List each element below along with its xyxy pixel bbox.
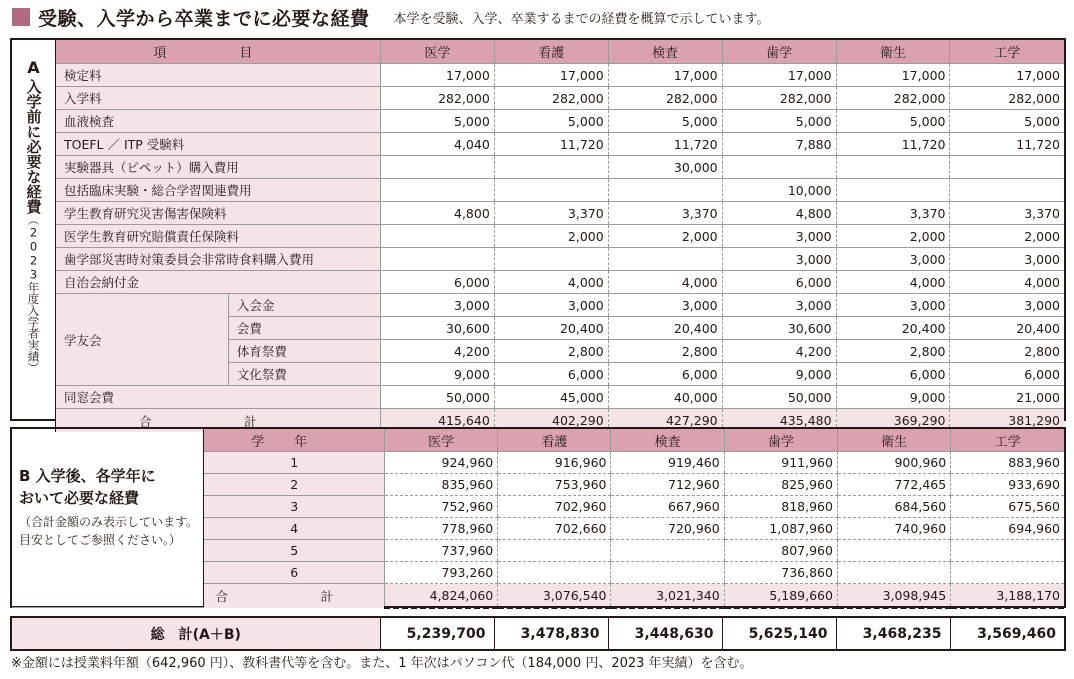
table-row: [12, 386, 1064, 409]
value-cell: 3,000: [494, 294, 608, 317]
table-row: [12, 64, 1064, 87]
row-label: 同窓会費: [55, 386, 380, 409]
grand-total-table: [12, 618, 1064, 649]
value-cell: 20,400: [836, 317, 950, 340]
row-label: 入学料: [55, 87, 380, 110]
year-label: 6: [204, 562, 385, 584]
value-cell: 2,000: [950, 225, 1064, 248]
subrow-label: 文化祭費: [228, 363, 380, 386]
value-cell: 3,000: [380, 294, 494, 317]
grand-total-value: 3,448,630: [608, 618, 722, 649]
grand-total-row: [10, 616, 1066, 651]
value-cell: 1,087,960: [724, 518, 837, 540]
grand-total-value: 3,478,830: [494, 618, 608, 649]
value-cell: 916,960: [498, 452, 611, 474]
value-cell: [380, 179, 494, 202]
grand-total-value: 3,569,460: [950, 618, 1064, 649]
value-cell: 282,000: [722, 87, 836, 110]
value-cell: 5,000: [722, 110, 836, 133]
year-label: 2: [204, 474, 385, 496]
value-cell: [950, 179, 1064, 202]
value-cell: 45,000: [494, 386, 608, 409]
column-header: 衛生: [837, 429, 950, 452]
section-b-title-line1: B 入学後、各学年に: [19, 467, 156, 485]
value-cell: 30,600: [722, 317, 836, 340]
table-row: [12, 294, 1064, 317]
value-cell: 17,000: [494, 64, 608, 87]
post-admission-costs-table: [12, 429, 1064, 609]
value-cell: 740,960: [837, 518, 950, 540]
value-cell: 17,000: [836, 64, 950, 87]
value-cell: 282,000: [608, 87, 722, 110]
year-label: 1: [204, 452, 385, 474]
table-header-row: [12, 40, 1064, 64]
value-cell: [611, 540, 724, 562]
value-cell: [494, 156, 608, 179]
section-b-note: （合計金額のみ表示しています。目安としてご参照ください。）: [19, 515, 199, 547]
section-a-letter: A: [27, 58, 40, 77]
value-cell: 5,189,660: [724, 584, 837, 608]
value-cell: 3,188,170: [951, 584, 1064, 608]
value-cell: 4,800: [722, 202, 836, 225]
value-cell: 20,400: [608, 317, 722, 340]
subrow-label: 体育祭費: [228, 340, 380, 363]
value-cell: 2,000: [836, 225, 950, 248]
table-row: [12, 87, 1064, 110]
group-label: 学友会: [55, 294, 228, 386]
value-cell: [836, 179, 950, 202]
section-b-title-line2: おいて必要な経費: [19, 489, 140, 507]
value-cell: 5,000: [380, 110, 494, 133]
value-cell: 11,720: [836, 133, 950, 156]
value-cell: 2,800: [950, 340, 1064, 363]
value-cell: [836, 156, 950, 179]
grand-total-value: 5,239,700: [380, 618, 494, 649]
value-cell: 675,560: [951, 496, 1064, 518]
section-a-table: [10, 38, 1066, 429]
value-cell: 30,000: [608, 156, 722, 179]
value-cell: 778,960: [385, 518, 498, 540]
value-cell: 5,000: [494, 110, 608, 133]
square-bullet-icon: [12, 8, 30, 26]
column-header: 工学: [950, 40, 1064, 64]
value-cell: 2,000: [494, 225, 608, 248]
value-cell: 919,460: [611, 452, 724, 474]
grand-total-value: 3,468,235: [836, 618, 950, 649]
column-header: 検査: [608, 40, 722, 64]
value-cell: 3,000: [722, 294, 836, 317]
value-cell: 282,000: [836, 87, 950, 110]
value-cell: 11,720: [494, 133, 608, 156]
value-cell: 835,960: [385, 474, 498, 496]
row-label: 包括臨床実験・総合学習関連費用: [55, 179, 380, 202]
value-cell: 369,290: [836, 409, 950, 433]
value-cell: 4,200: [722, 340, 836, 363]
table-row: [12, 133, 1064, 156]
pre-admission-costs-table: [12, 40, 1064, 432]
subrow-label: 会費: [228, 317, 380, 340]
value-cell: 3,000: [950, 294, 1064, 317]
table-row: [12, 179, 1064, 202]
column-header: 歯学: [724, 429, 837, 452]
table-row: [12, 248, 1064, 271]
value-cell: 4,000: [836, 271, 950, 294]
column-header: 歯学: [722, 40, 836, 64]
section-a-vertical-label: [12, 40, 55, 432]
section-b-description: [12, 429, 204, 608]
value-cell: 282,000: [380, 87, 494, 110]
value-cell: [498, 562, 611, 584]
value-cell: 753,960: [498, 474, 611, 496]
value-cell: 737,960: [385, 540, 498, 562]
value-cell: 6,000: [722, 271, 836, 294]
value-cell: 752,960: [385, 496, 498, 518]
value-cell: 3,370: [494, 202, 608, 225]
value-cell: 427,290: [608, 409, 722, 433]
value-cell: 4,824,060: [385, 584, 498, 608]
row-label: 学生教育研究災害傷害保険料: [55, 202, 380, 225]
header: [12, 2, 769, 32]
section-a-title-note: （2023年度入学者実績）: [26, 214, 41, 374]
value-cell: 9,000: [722, 363, 836, 386]
year-label: 5: [204, 540, 385, 562]
value-cell: [951, 562, 1064, 584]
row-label: 医学生教育研究賠償責任保険料: [55, 225, 380, 248]
value-cell: 694,960: [951, 518, 1064, 540]
value-cell: 3,000: [722, 225, 836, 248]
item-column-header: 項 目: [55, 40, 380, 64]
column-header: 医学: [380, 40, 494, 64]
column-header: 衛生: [836, 40, 950, 64]
year-column-header: 学年: [204, 429, 385, 452]
value-cell: 2,800: [494, 340, 608, 363]
value-cell: 9,000: [836, 386, 950, 409]
value-cell: 282,000: [494, 87, 608, 110]
row-label: 検定料: [55, 64, 380, 87]
page-title: 受験、入学から卒業までに必要な経費: [38, 7, 370, 30]
value-cell: 883,960: [951, 452, 1064, 474]
value-cell: 6,000: [608, 363, 722, 386]
row-label: 血液検査: [55, 110, 380, 133]
value-cell: 5,000: [836, 110, 950, 133]
value-cell: 3,000: [836, 248, 950, 271]
value-cell: 4,000: [494, 271, 608, 294]
value-cell: 2,000: [608, 225, 722, 248]
value-cell: [380, 156, 494, 179]
value-cell: 17,000: [722, 64, 836, 87]
row-label: 自治会納付金: [55, 271, 380, 294]
value-cell: 3,076,540: [498, 584, 611, 608]
value-cell: 818,960: [724, 496, 837, 518]
value-cell: 911,960: [724, 452, 837, 474]
value-cell: 702,660: [498, 518, 611, 540]
value-cell: 900,960: [837, 452, 950, 474]
value-cell: [498, 540, 611, 562]
value-cell: 825,960: [724, 474, 837, 496]
value-cell: 11,720: [950, 133, 1064, 156]
value-cell: [494, 179, 608, 202]
row-label: TOEFL ／ ITP 受験料: [55, 133, 380, 156]
value-cell: [380, 225, 494, 248]
grand-total-label: 総 計(A＋B): [12, 618, 380, 649]
table-row: [12, 202, 1064, 225]
value-cell: 793,260: [385, 562, 498, 584]
value-cell: 4,040: [380, 133, 494, 156]
value-cell: 17,000: [608, 64, 722, 87]
value-cell: 50,000: [722, 386, 836, 409]
value-cell: 4,000: [950, 271, 1064, 294]
value-cell: 21,000: [950, 386, 1064, 409]
value-cell: 924,960: [385, 452, 498, 474]
value-cell: 20,400: [950, 317, 1064, 340]
value-cell: [837, 540, 950, 562]
value-cell: 5,000: [950, 110, 1064, 133]
value-cell: 20,400: [494, 317, 608, 340]
value-cell: 4,800: [380, 202, 494, 225]
value-cell: 702,960: [498, 496, 611, 518]
value-cell: 2,800: [608, 340, 722, 363]
value-cell: [494, 248, 608, 271]
value-cell: 3,000: [836, 294, 950, 317]
value-cell: 6,000: [494, 363, 608, 386]
value-cell: 807,960: [724, 540, 837, 562]
value-cell: 933,690: [951, 474, 1064, 496]
value-cell: [951, 540, 1064, 562]
value-cell: 10,000: [722, 179, 836, 202]
value-cell: 381,290: [950, 409, 1064, 433]
value-cell: 4,000: [608, 271, 722, 294]
value-cell: 50,000: [380, 386, 494, 409]
value-cell: 402,290: [494, 409, 608, 433]
value-cell: 7,880: [722, 133, 836, 156]
table-row: [12, 225, 1064, 248]
value-cell: [608, 248, 722, 271]
value-cell: 720,960: [611, 518, 724, 540]
value-cell: 17,000: [380, 64, 494, 87]
value-cell: 282,000: [950, 87, 1064, 110]
value-cell: 3,000: [950, 248, 1064, 271]
value-cell: 684,560: [837, 496, 950, 518]
value-cell: 4,200: [380, 340, 494, 363]
footnote: ※金額には授業料年額（642,960 円）、教科書代等を含む。また、1 年次はパソコン代（184,000 円、2023 年実績）を含む。: [11, 656, 753, 671]
column-header: 看護: [498, 429, 611, 452]
year-label: 3: [204, 496, 385, 518]
row-label: 歯学部災害時対策委員会非常時食料購入費用: [55, 248, 380, 271]
value-cell: [722, 156, 836, 179]
column-header: 工学: [951, 429, 1064, 452]
value-cell: 2,800: [836, 340, 950, 363]
section-a-title: [22, 79, 44, 374]
value-cell: 3,370: [950, 202, 1064, 225]
value-cell: 3,370: [836, 202, 950, 225]
value-cell: 3,021,340: [611, 584, 724, 608]
value-cell: 415,640: [380, 409, 494, 433]
value-cell: [837, 562, 950, 584]
value-cell: 435,480: [722, 409, 836, 433]
value-cell: 667,960: [611, 496, 724, 518]
value-cell: [950, 156, 1064, 179]
column-header: 看護: [494, 40, 608, 64]
row-label: 実験器具（ピペット）購入費用: [55, 156, 380, 179]
value-cell: [608, 179, 722, 202]
value-cell: 17,000: [950, 64, 1064, 87]
value-cell: 3,370: [608, 202, 722, 225]
value-cell: 736,860: [724, 562, 837, 584]
value-cell: 5,000: [608, 110, 722, 133]
value-cell: 9,000: [380, 363, 494, 386]
table-header-row: [12, 429, 1064, 452]
grand-total-value: 5,625,140: [722, 618, 836, 649]
table-row: [12, 156, 1064, 179]
page-subtitle: 本学を受験、入学、卒業するまでの経費を概算で示しています。: [393, 11, 770, 27]
value-cell: 40,000: [608, 386, 722, 409]
section-b-table: [10, 427, 1066, 608]
value-cell: 3,000: [722, 248, 836, 271]
value-cell: 30,600: [380, 317, 494, 340]
value-cell: [611, 562, 724, 584]
value-cell: 3,000: [608, 294, 722, 317]
value-cell: 11,720: [608, 133, 722, 156]
value-cell: 712,960: [611, 474, 724, 496]
section-a-title-text: 入学前に必要な経費: [24, 79, 43, 214]
total-label: 合 計: [204, 584, 385, 608]
value-cell: 6,000: [836, 363, 950, 386]
value-cell: [380, 248, 494, 271]
value-cell: 6,000: [380, 271, 494, 294]
value-cell: 772,465: [837, 474, 950, 496]
column-header: 検査: [611, 429, 724, 452]
value-cell: 3,098,945: [837, 584, 950, 608]
total-label: 合 計: [55, 409, 380, 433]
value-cell: 6,000: [950, 363, 1064, 386]
year-label: 4: [204, 518, 385, 540]
column-header: 医学: [385, 429, 498, 452]
table-row: [12, 110, 1064, 133]
table-row: [12, 271, 1064, 294]
subrow-label: 入会金: [228, 294, 380, 317]
